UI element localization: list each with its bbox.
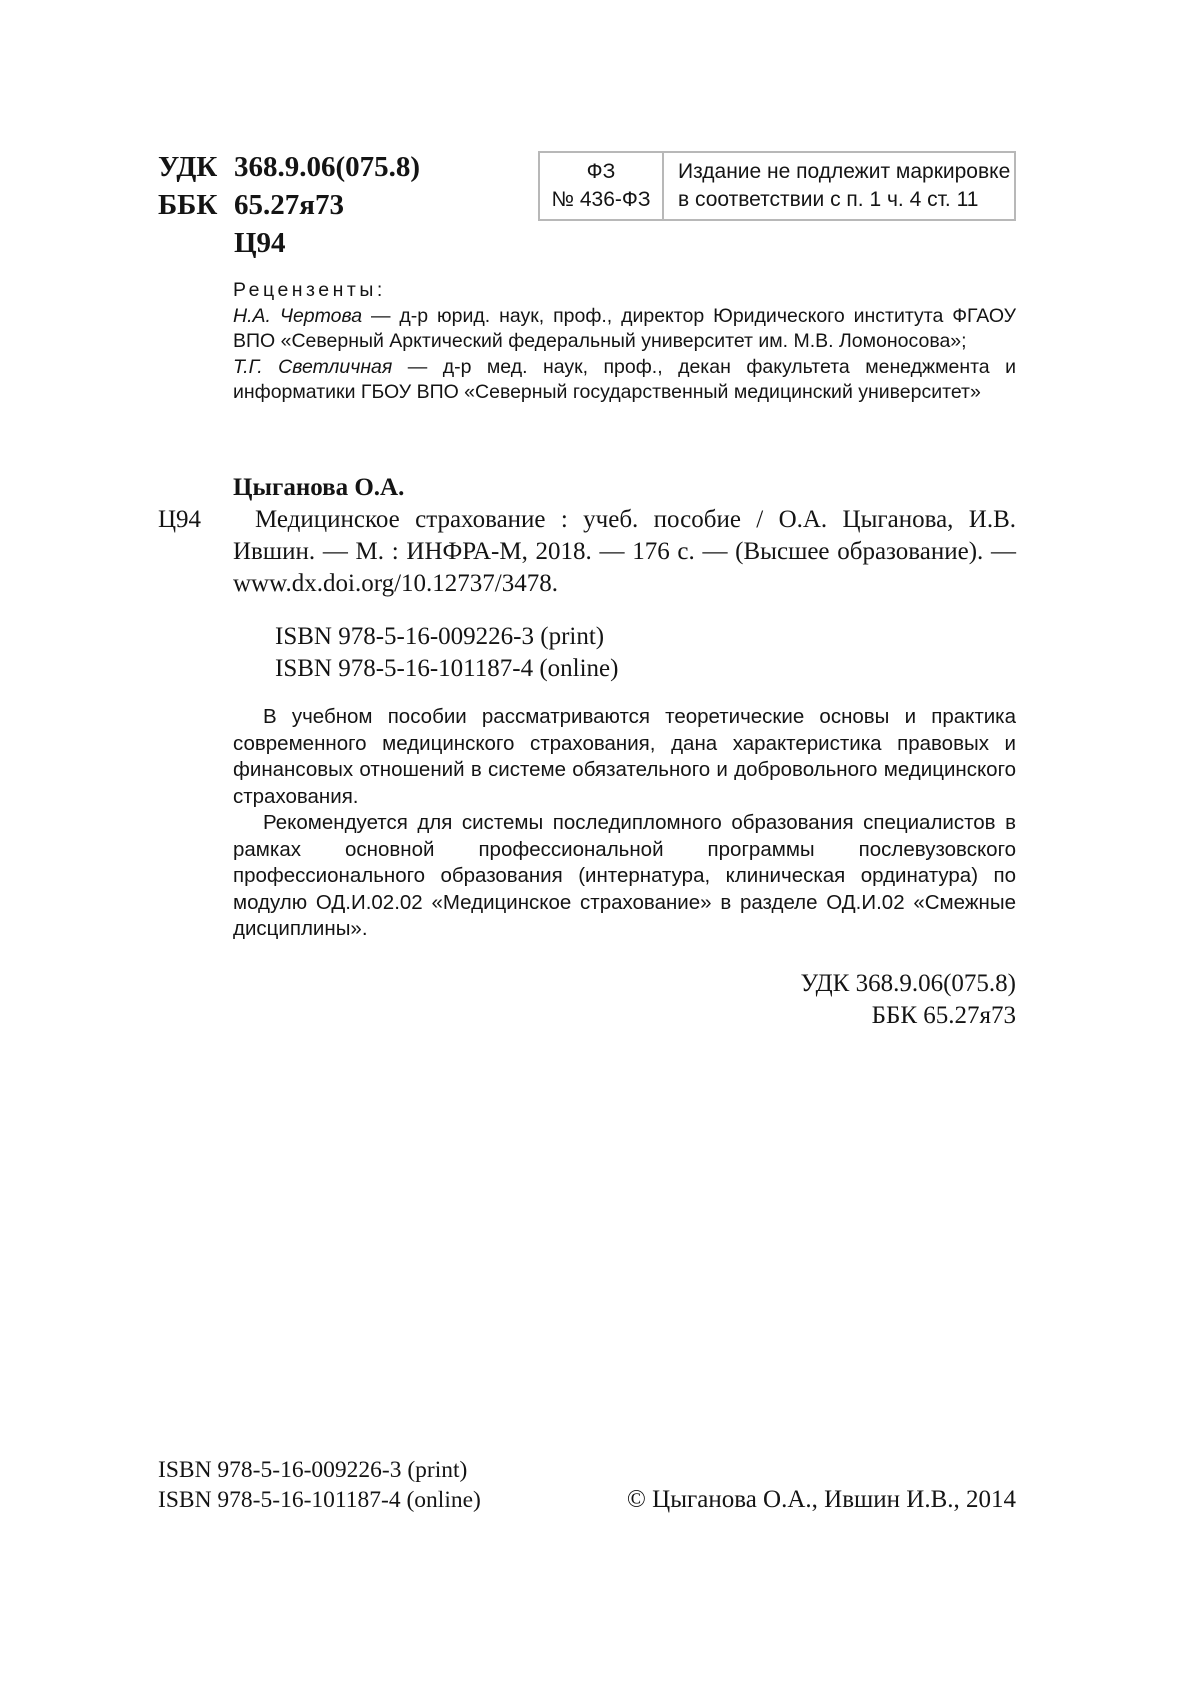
copyright-notice: © Цыганова О.А., Ившин И.В., 2014 [626,1486,1016,1513]
fz-notice-table [538,151,1016,221]
isbn-block [275,621,618,685]
reviewer-name: Т.Г. Светличная [233,355,393,378]
fz-number: № 436-ФЗ [551,188,651,211]
bbk-label: ББК [158,189,218,221]
footer-isbn-online: ISBN 978-5-16-101187-4 (online) [158,1487,481,1513]
reviewers-section [233,278,1016,406]
fz-text-line2: в соответствии с п. 1 ч. 4 ст. 11 [678,188,979,211]
author-heading: Цыганова О.А. [233,474,405,501]
reviewer-details: — д-р мед. наук, проф., декан факультета менеджмента и информатики ГБОУ ВПО «Северный государственный медицинский университет» [233,355,1016,403]
bbk-value: 65.27я73 [234,189,344,221]
fz-law-cell [540,153,664,219]
classification-block [158,148,458,262]
bibliographic-description: Медицинское страхование : учеб. пособие / О.А. Цыганова, И.В. Ившин. — М. : ИНФРА-М, 2018. — 176 с. — (Высшее образование). — www.dx.doi.org/10.12737/3478. [233,506,1016,597]
reviewer-entry [233,304,1016,355]
fz-text-cell [664,153,1014,219]
classification-repeat [800,968,1016,1032]
reviewer-details: — д-р юрид. наук, проф., директор Юридического института ФГАОУ ВПО «Северный Арктический федеральный университет им. М.В. Ломоносова»; [233,304,1016,352]
abstract-paragraph: Рекомендуется для системы последипломного образования специалистов в рамках основной профессиональной программы послевузовского профессионального образования (интернатура, клиническая ординатура) по модулю ОД.И.02.02 «Медицинское страхование» в разделе ОД.И.02 «Смежные дисциплины». [233,811,1016,940]
reviewer-entry [233,355,1016,406]
abstract [233,704,1016,943]
bbk-repeat: ББК 65.27я73 [871,1002,1016,1029]
abstract-paragraph: В учебном пособии рассматриваются теоретические основы и практика современного медицинского страхования, дана характеристика правовых и финансовых отношений в системе обязательного и добровольного медицинского страхования. [233,705,1016,808]
footer-isbn-print: ISBN 978-5-16-009226-3 (print) [158,1457,468,1483]
author-mark-value: Ц94 [234,227,286,259]
udk-row [158,148,458,186]
isbn-print: ISBN 978-5-16-009226-3 (print) [275,623,605,650]
author-cipher: Ц94 [158,506,202,533]
isbn-online: ISBN 978-5-16-101187-4 (online) [275,655,619,682]
fz-text-line1: Издание не подлежит маркировке [678,160,1011,183]
udk-label: УДК [158,151,218,183]
udk-repeat: УДК 368.9.06(075.8) [800,970,1016,997]
author-mark-label [158,224,234,262]
bbk-row [158,186,458,224]
reviewers-heading: Рецензенты: [233,279,386,301]
reviewer-name: Н.А. Чертова [233,304,363,327]
footer-isbn-block [158,1455,481,1515]
fz-label: ФЗ [586,160,616,183]
author-mark-row [158,224,458,262]
udk-value: 368.9.06(075.8) [234,151,421,183]
